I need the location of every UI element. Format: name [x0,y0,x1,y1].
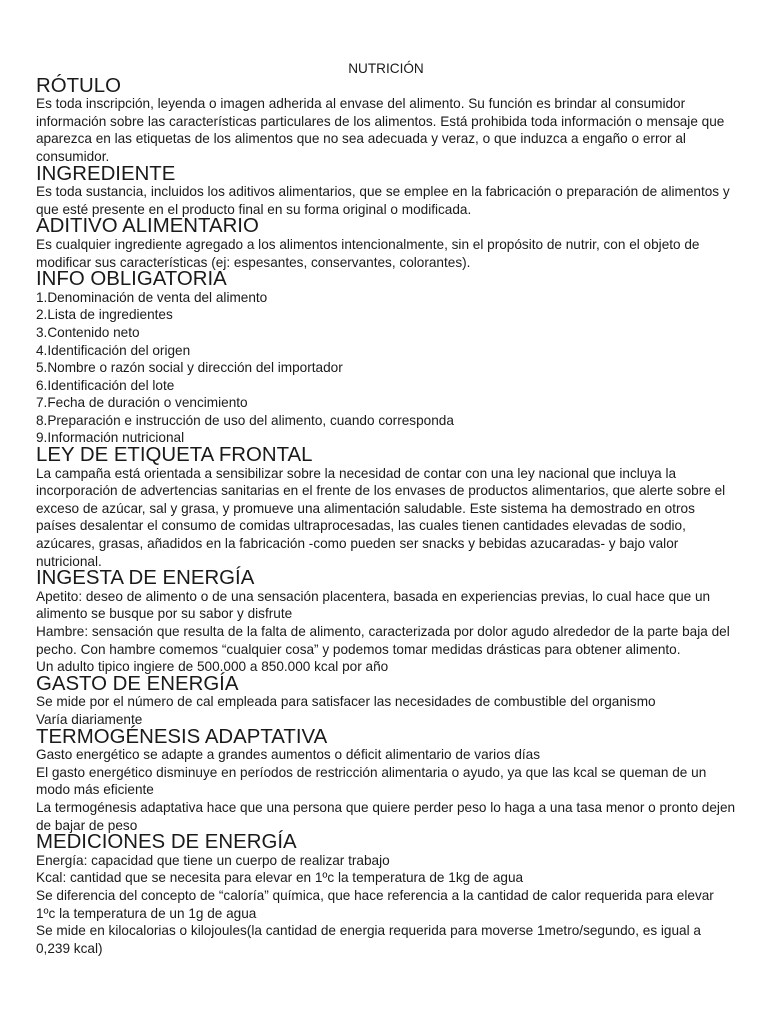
section-paragraph: Se mide por el número de cal empleada para satisfacer las necesidades de combustible del organismo [36,694,656,710]
section-paragraph: Es cualquier ingrediente agregado a los alimentos intencionalmente, sin el propósito de nutrir, con el objeto de modificar sus características (ej: espesantes, conservantes, colorantes). [36,236,700,270]
section-paragraph: Varía diariamente [36,711,143,727]
section-heading: RÓTULO [36,74,121,97]
section-paragraph: Es toda inscripción, leyenda o imagen adherida al envase del alimento. Su función es brindar al consumidor información sobre las características particulares de los alimentos. Está prohibida toda información o mensaje que aparezca en las etiquetas de los alimentos que no sea adecuada y veraz, o que induzca a engaño o error al consumidor. [36,96,725,164]
section-heading: TERMOGÉNESIS ADAPTATIVA [36,725,328,748]
info-obligatoria-list [36,289,736,447]
list-item: 3.Contenido neto [36,324,140,340]
section-ingrediente [36,162,736,219]
section-heading: INFO OBLIGATORIA [36,268,227,291]
document-page [36,60,736,957]
section-heading: INGESTA DE ENERGÍA [36,567,255,590]
list-item: 4.Identificación del origen [36,342,191,358]
section-ley-etiqueta-frontal [36,444,736,570]
section-heading: MEDICIONES DE ENERGÍA [36,831,297,854]
list-item: 8.Preparación e instrucción de uso del alimento, cuando corresponda [36,412,454,428]
section-paragraph: El gasto energético disminuye en períodos de restricción alimentaria o ayudo, ya que las kcal se queman de un modo más eficiente [36,764,707,798]
section-paragraph: Un adulto tipico ingiere de 500.000 a 850.000 kcal por año [36,659,389,675]
section-termogenesis-adaptativa [36,725,736,835]
section-heading: GASTO DE ENERGÍA [36,672,239,695]
page-title: NUTRICIÓN [348,61,424,76]
list-item: 1.Denominación de venta del alimento [36,289,268,305]
section-paragraph: Apetito: deseo de alimento o de una sensación placentera, basada en experiencias previas, lo cual hace que un alimento se busque por su sabor y disfrute [36,588,711,622]
section-paragraph: Es toda sustancia, incluidos los aditivos alimentarios, que se emplee en la fabricación o preparación de alimentos y que esté presente en el producto final en su forma original o modificada. [36,184,730,217]
section-mediciones-de-energia [36,831,736,957]
section-heading: ADITIVO ALIMENTARIO [36,215,259,238]
section-paragraph: Se diferencia del concepto de “caloría” química, que hace referencia a la cantidad de calor requerida para elevar 1ºc la temperatura de un 1g de agua [36,887,714,921]
section-heading: INGREDIENTE [36,162,176,185]
list-item: 9.Información nutricional [36,430,185,446]
section-paragraph: Kcal: cantidad que se necesita para elevar en 1ºc la temperatura de 1kg de agua [36,870,524,886]
section-gasto-de-energia [36,672,736,729]
section-paragraph: La termogénesis adaptativa hace que una persona que quiere perder peso lo haga a una tasa menor o pronto dejen de bajar de peso [36,799,736,833]
section-paragraph: Energía: capacidad que tiene un cuerpo de realizar trabajo [36,852,390,868]
section-paragraph: Se mide en kilocalorias o kilojoules(la cantidad de energia requerida para moverse 1metro/segundo, es igual a 0,239 kcal) [36,923,701,956]
section-info-obligatoria [36,268,736,447]
list-item: 2.Lista de ingredientes [36,307,173,323]
section-paragraph: Hambre: sensación que resulta de la falta de alimento, caracterizada por dolor agudo alrededor de la parte baja del pecho. Con hambre comemos “cualquier cosa” y podemos tomar medidas drásticas para obtener alimento. [36,624,730,657]
section-paragraph: Gasto energético se adapte a grandes aumentos o déficit alimentario de varios días [36,747,541,763]
list-item: 7.Fecha de duración o vencimiento [36,395,248,411]
section-ingesta-de-energia [36,567,736,676]
section-rotulo [36,74,736,166]
list-item: 6.Identificación del lote [36,377,175,393]
section-aditivo-alimentario [36,215,736,271]
section-heading: LEY DE ETIQUETA FRONTAL [36,444,313,467]
list-item: 5.Nombre o razón social y dirección del importador [36,360,343,376]
section-paragraph: La campaña está orientada a sensibilizar sobre la necesidad de contar con una ley nacional que incluya la incorporación de advertencias sanitarias en el frente de los envases de productos alimentarios, que alerte sobre el exceso de azúcar, sal y grasa, y promueve una alimentación saludable. Este sistema ha demostrado en otros países desalentar el consumo de comidas ultraprocesadas, las cuales tienen cantidades elevadas de sodio, azúcares, grasas, añadidos en la fabricación -como pueden ser snacks y bebidas azucaradas- y bajo valor nutricional. [36,465,726,569]
